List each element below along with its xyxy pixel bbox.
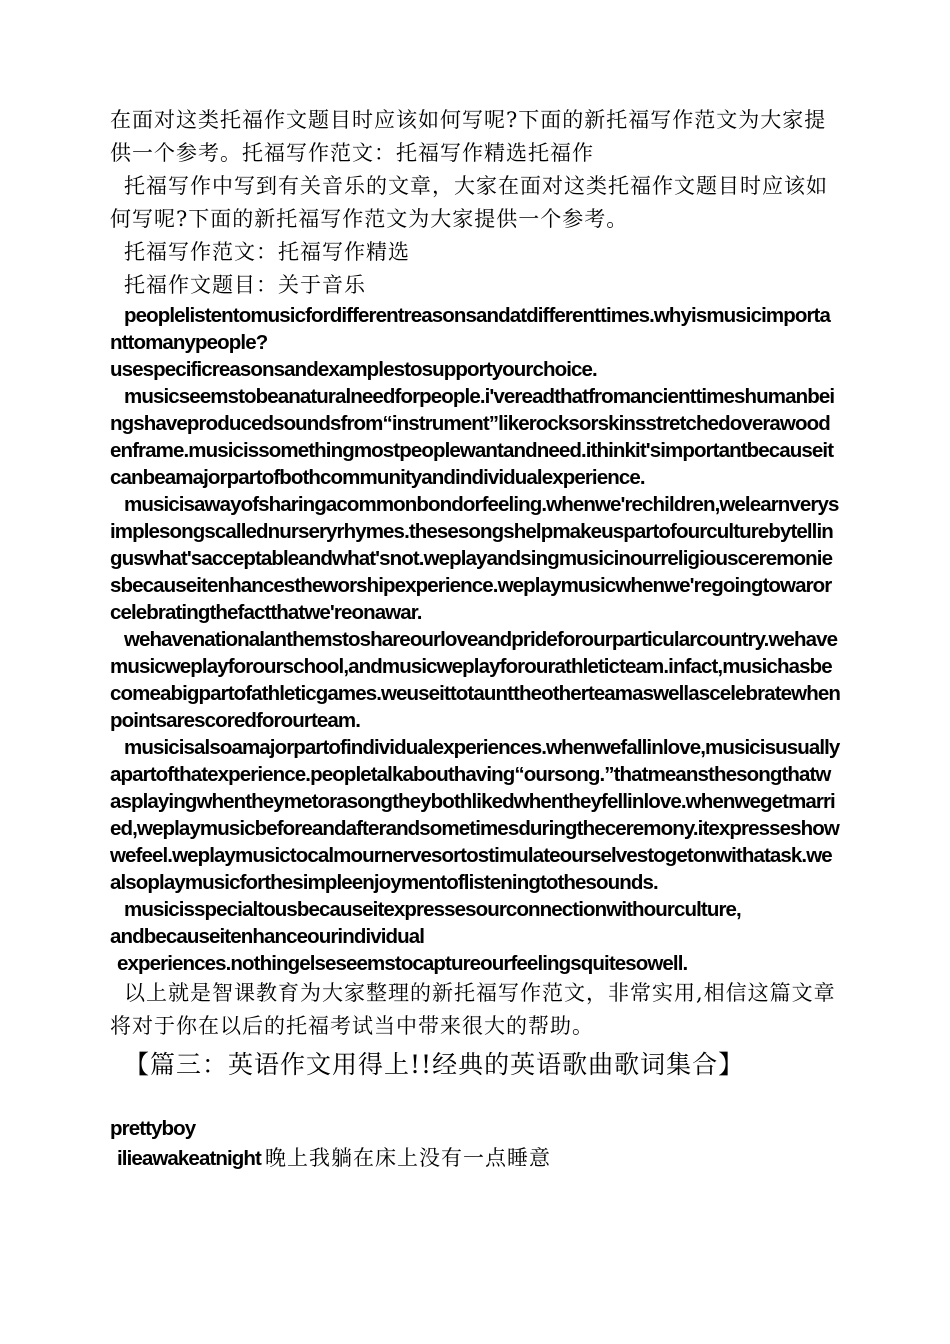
lyric-line-chinese: 晚上我躺在床上没有一点睡意 xyxy=(264,1146,551,1170)
essay-paragraph-1: musicseemstobeanaturalneedforpeople.i'vereadthatfromancienttimeshumanbeingshaveproducedsoundsfrom“instrument”likerocksorskinsstretchedoverawoodenframe.musicissomethingmostpeoplewantandneed.ithinkit'simportantbecauseitcanbeamajorpartofbothcommunityandindividualexperience. xyxy=(110,385,835,489)
spacer xyxy=(110,1085,840,1115)
document-page xyxy=(110,104,840,1177)
essay-paragraph-2: musicisawayofsharingacommonbondorfeeling.whenwe'rechildren,welearnverysimplesongscallednurseryrhymes.thesesongshelpmakeuspartofourculturebytellinguswhat'sacceptableandwhat'snot.weplayandsingmusicinourreligiousceremoniesbecauseitenhancestheworshipexperience.weplaymusicwhenwe'regoingtowarorcelebratingthefactthatwe'reonawar. xyxy=(110,493,839,624)
intro-paragraph-2: 托福写作中写到有关音乐的文章，大家在面对这类托福作文题目时应该如何写呢?下面的新托福写作范文为大家提供一个参考。 xyxy=(110,174,828,231)
essay-prompt: peoplelistentomusicfordifferentreasonsandatdifferenttimes.whyismusicimportanttomanypeople? xyxy=(110,304,830,354)
essay-conclusion-line-2: andbecauseitenhanceourindividual xyxy=(110,925,425,948)
essay-prompt-instruction: usespecificreasonsandexamplestosupportyourchoice. xyxy=(110,358,597,381)
essay-conclusion-line-3: experiences.nothingelseseemstocaptureourfeelingsquitesowell. xyxy=(117,952,688,975)
essay-conclusion-line-1: musicisspecialtousbecauseitexpressesourconnectionwithourculture, xyxy=(124,898,741,921)
lyric-line-english: ilieawakeatnight xyxy=(117,1147,261,1170)
essay-topic-line: 托福作文题目：关于音乐 xyxy=(124,273,366,297)
essay-source-line: 托福写作范文：托福写作精选 xyxy=(124,240,410,264)
closing-paragraph: 以上就是智课教育为大家整理的新托福写作范文，非常实用,相信这篇文章将对于你在以后的托福考试当中带来很大的帮助。 xyxy=(110,981,836,1038)
essay-paragraph-4: musicisalsoamajorpartofindividualexperiences.whenwefallinlove,musicisusuallyapartofthatexperience.peopletalkabouthaving“oursong.”thatmeansthesongthatwasplayingwhentheymetorasongtheybothlikedwhentheyfellinlove.whenwegetmarried,weplaymusicbeforeandafterandsometimesduringtheceremony.itexpresseshowwefeel.weplaymusictocalmournervesortostimulateourselvestogetonwithatask.wealsoplaymusicforthesimpleenjoymentoflisteningtothesounds. xyxy=(110,736,840,894)
essay-paragraph-3: wehavenationalanthemstoshareourloveandprideforourparticularcountry.wehavemusicweplayforourschool,andmusicweplayforourathleticteam.infact,musichasbecomeabigpartofathleticgames.weuseittotaunttheotherteamaswellascelebratewhenpointsarescoredforourteam. xyxy=(110,628,840,732)
section-heading: 【篇三：英语作文用得上!!经典的英语歌曲歌词集合】 xyxy=(124,1050,745,1079)
intro-paragraph: 在面对这类托福作文题目时应该如何写呢?下面的新托福写作范文为大家提供一个参考。托福写作范文：托福写作精选托福作 xyxy=(110,108,827,165)
song-title: prettyboy xyxy=(110,1117,196,1140)
lyric-line xyxy=(110,1142,840,1177)
